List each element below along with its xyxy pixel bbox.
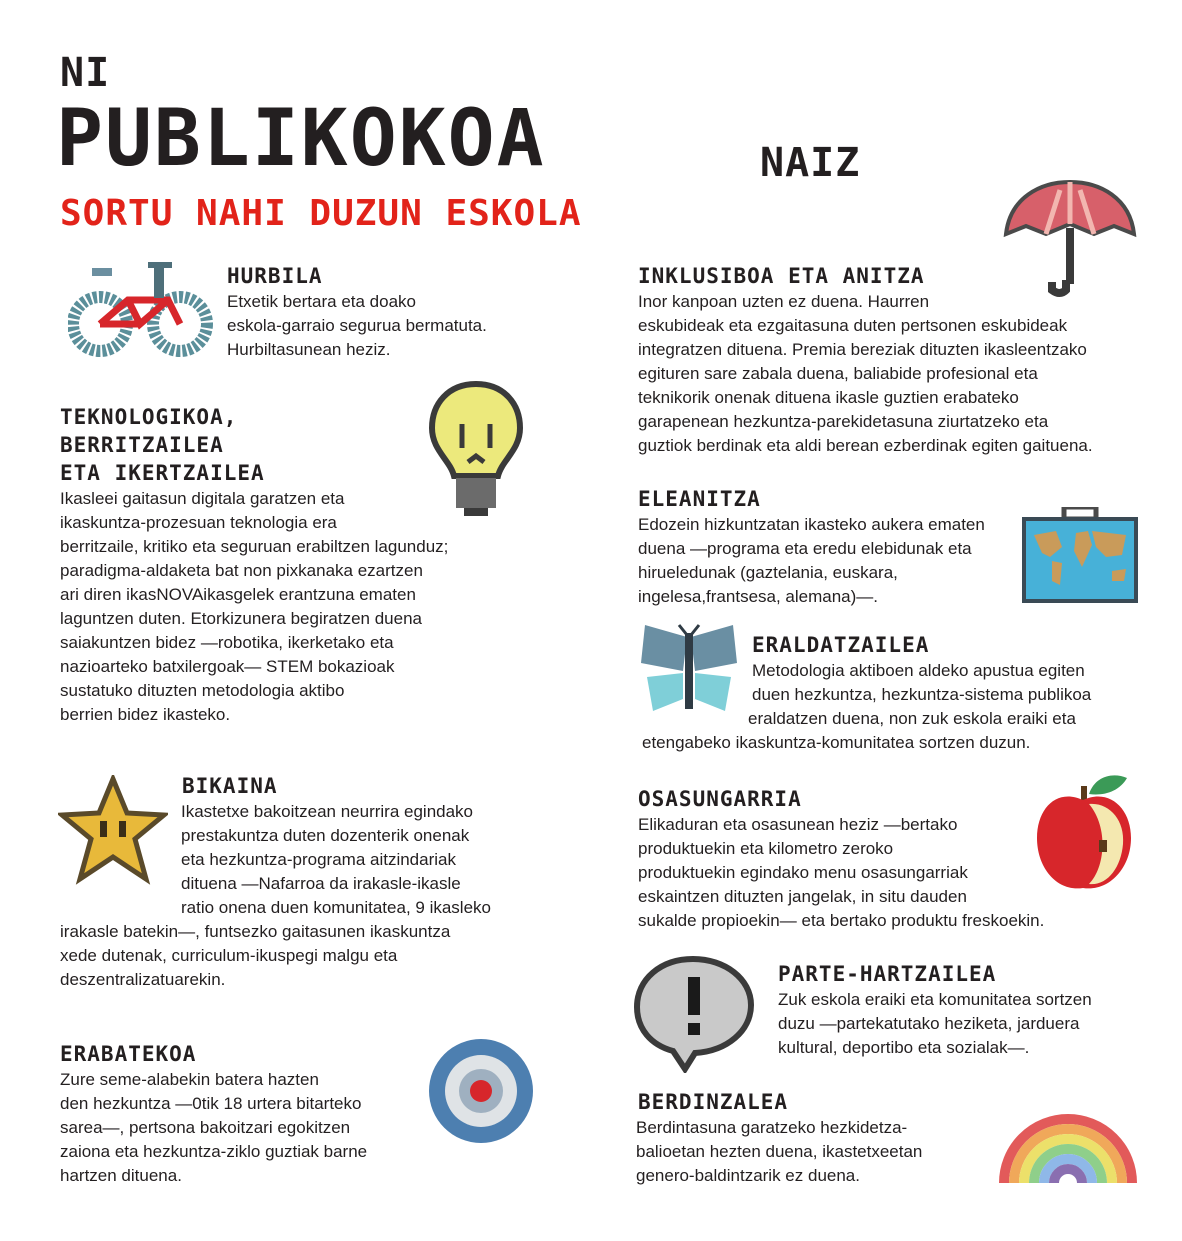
- target-icon: [425, 1035, 537, 1147]
- heading-bikaina: BIKAINA: [182, 774, 278, 798]
- title-naiz: NAIZ: [760, 140, 861, 186]
- heading-inklusiboa: INKLUSIBOA ETA ANITZA: [638, 264, 925, 288]
- text-bikaina-full: irakasle batekin—, funtsezko gaitasunen ikaskuntza xede dutenak, curriculum-ikuspegi malgu eta deszentralizatuarekin.: [60, 922, 451, 989]
- bicycle-icon: [68, 262, 213, 357]
- page-subtitle: SORTU NAHI DUZUN ESKOLA: [60, 193, 582, 234]
- text-inklusiboa: Inor kanpoan uzten ez duena. Haurren eskubideak eta ezgaitasuna duten pertsonen eskubideak integratzen dituena. Premia bereziak dituzten ikasleentzako egituren sare zabala duena, baliabide profesional eta teknikorik onenak dituena ikasle guztien erabateko garapenean hezkuntza-parekidetasuna ziurtatzeko eta guztiok berdinak eta aldi berean ezberdinak egiten gaituena.: [638, 292, 1093, 455]
- text-teknologikoa: Ikasleei gaitasun digitala garatzen eta ikaskuntza-prozesuan teknologia era berritzaile, kritiko eta seguruan erabiltzen lagunduz; paradigma-aldaketa bat non pixkanaka ezartzen ari diren ikasNOVAikasgelek erantzuna ematen laguntzen duten. Etorkizunera begiratzen duena saiakuntzen bidez —robotika, ikerketako eta nazioarteko batxilergoak— STEM bokazioak sustatuko dituzten metodologia aktibo berrien bidez ikasteko.: [60, 489, 449, 724]
- heading-partehartzailea: PARTE-HARTZAILEA: [778, 962, 997, 986]
- heading-erabatekoa: ERABATEKOA: [60, 1042, 197, 1066]
- text-hurbila: Etxetik bertara eta doako eskola-garraio segurua bermatuta. Hurbiltasunean heziz.: [227, 292, 487, 359]
- rainbow-icon: [998, 1105, 1138, 1183]
- text-eraldatzailea-line3: eraldatzen duena, non zuk eskola eraiki eta: [748, 709, 1076, 728]
- heading-eraldatzailea: ERALDATZAILEA: [752, 633, 930, 657]
- lightbulb-icon: [428, 380, 524, 520]
- heading-teknologikoa: TEKNOLOGIKOA, BERRITZAILEA ETA IKERTZAILEA: [60, 405, 265, 485]
- text-eleanitza: Edozein hizkuntzatan ikasteko aukera ematen duena —programa eta eredu elebidunak eta hirueledunak (gaztelania, euskara, ingelesa,frantsesa, alemana)—.: [638, 515, 985, 606]
- text-eraldatzailea-indent: Metodologia aktiboen aldeko apustua egiten duen hezkuntza, hezkuntza-sistema publikoa: [752, 661, 1092, 704]
- text-partehartzailea: Zuk eskola eraiki eta komunitatea sortzen duzu —partekatutako heziketa, jarduera kultural, deportibo eta sozialak—.: [778, 990, 1092, 1057]
- speech-bubble-exclamation-icon: [633, 955, 755, 1073]
- world-map-suitcase-icon: [1022, 507, 1138, 603]
- page-title: PUBLIKOKOA: [56, 94, 546, 184]
- heading-eleanitza: ELEANITZA: [638, 487, 761, 511]
- umbrella-icon: [1000, 178, 1140, 300]
- butterfly-icon: [637, 623, 741, 717]
- heading-osasungarria: OSASUNGARRIA: [638, 787, 802, 811]
- heading-berdinzalea: BERDINZALEA: [638, 1090, 789, 1114]
- text-erabatekoa: Zure seme-alabekin batera hazten den hezkuntza —0tik 18 urtera bitarteko sarea—, pertsona bakoitzari egokitzen zaiona eta hezkuntza-ziklo guztiak barne hartzen dituena.: [60, 1070, 368, 1185]
- star-icon: [58, 775, 168, 887]
- text-eraldatzailea-line4: etengabeko ikaskuntza-komunitatea sortzen duzun.: [642, 733, 1031, 752]
- heading-hurbila: HURBILA: [227, 264, 323, 288]
- title-ni: NI: [60, 50, 111, 96]
- apple-icon: [1035, 768, 1135, 896]
- text-osasungarria: Elikaduran eta osasunean heziz —bertako produktuekin eta kilometro zeroko produktuekin egindako menu osasungarriak eskaintzen dituzten jangelak, in situ dauden sukalde propioekin— eta bertako produktu freskoekin.: [638, 815, 1045, 930]
- text-bikaina-indent: Ikastetxe bakoitzean neurrira egindako prestakuntza duten dozenterik onenak eta hezkuntza-programa aitzindariak dituena —Nafarroa da irakasle-ikasle ratio onena duen komunitatea, 9 ikasleko: [181, 802, 491, 917]
- text-berdinzalea: Berdintasuna garatzeko hezkidetza- balioetan hezten duena, ikastetxeetan genero-baldintzarik ez duena.: [636, 1118, 923, 1185]
